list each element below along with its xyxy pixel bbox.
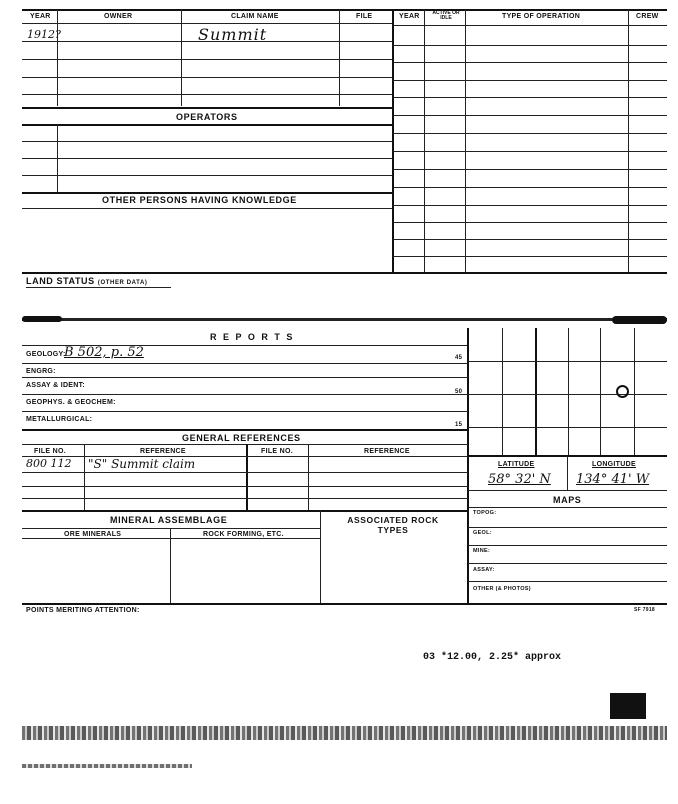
reports-num-50: 50 [455, 389, 463, 395]
longitude-value: 134° 41' W [576, 472, 650, 487]
reports-title: R E P O R T S [210, 332, 295, 342]
maps-title: MAPS [553, 495, 582, 505]
reports-engrg-label: ENGRG: [26, 368, 56, 375]
ore-minerals-header: ORE MINERALS [64, 531, 122, 538]
mineral-assemblage-title: MINERAL ASSEMBLAGE [110, 515, 228, 525]
maps-mine: MINE: [473, 548, 491, 554]
gr-entry-reference: "S" Summit claim [88, 457, 196, 471]
rock-forming-header: ROCK FORMING, ETC. [203, 531, 284, 538]
maps-other: OTHER (& PHOTOS) [473, 586, 531, 592]
header-crew: CREW [636, 13, 659, 20]
maps-topog: TOPOG: [473, 510, 497, 516]
gr-header-file-no-2: FILE NO. [261, 448, 293, 455]
maps-geol: GEOL: [473, 530, 492, 536]
scan-artifact-band [22, 726, 667, 740]
entry-claim-name: Summit [198, 25, 268, 44]
maps-assay: ASSAY: [473, 567, 495, 573]
scan-artifact-line [22, 764, 192, 768]
header-year: YEAR [30, 13, 51, 20]
header-active-or-idle: ACTIVE OR IDLE [432, 10, 460, 21]
associated-rock-types: ASSOCIATED ROCK TYPES [347, 515, 439, 535]
typed-note: 03 *12.00, 2.25* approx [423, 652, 562, 663]
reports-metallurgical-label: METALLURGICAL: [26, 416, 93, 423]
form-number: SF 7918 [634, 607, 656, 613]
points-meriting-attention: POINTS MERITING ATTENTION: [26, 607, 140, 614]
reports-geology-label: GEOLOGY: [26, 351, 66, 358]
latitude-label: LATITUDE [498, 461, 535, 468]
operators-title: OPERATORS [176, 112, 238, 122]
reports-num-45: 45 [455, 355, 463, 361]
longitude-label: LONGITUDE [592, 461, 636, 468]
location-marker-icon [616, 385, 629, 398]
reports-geophys-label: GEOPHYS. & GEOCHEM: [26, 399, 116, 406]
gr-header-reference: REFERENCE [140, 448, 186, 455]
other-persons-title: OTHER PERSONS HAVING KNOWLEDGE [102, 195, 297, 205]
entry-year: 1912? [27, 28, 61, 41]
latitude-value: 58° 32' N [488, 472, 551, 487]
header-owner: OWNER [104, 13, 133, 20]
header-year-right: YEAR [399, 13, 420, 20]
header-file: FILE [356, 13, 373, 20]
gr-header-file-no: FILE NO. [34, 448, 66, 455]
scan-artifact-block [610, 693, 646, 719]
gr-entry-file-no: 800 112 [26, 457, 72, 470]
section-divider [22, 318, 667, 321]
header-type-of-operation: TYPE OF OPERATION [502, 13, 581, 20]
reports-assay-label: ASSAY & IDENT: [26, 382, 86, 389]
general-references-title: GENERAL REFERENCES [182, 433, 301, 443]
land-status-title: LAND STATUS (OTHER DATA) [26, 276, 148, 286]
reports-geology-value: B 502, p. 52 [64, 345, 144, 360]
reports-num-15: 15 [455, 422, 463, 428]
header-claim-name: CLAIM NAME [231, 13, 279, 20]
gr-header-reference-2: REFERENCE [364, 448, 410, 455]
